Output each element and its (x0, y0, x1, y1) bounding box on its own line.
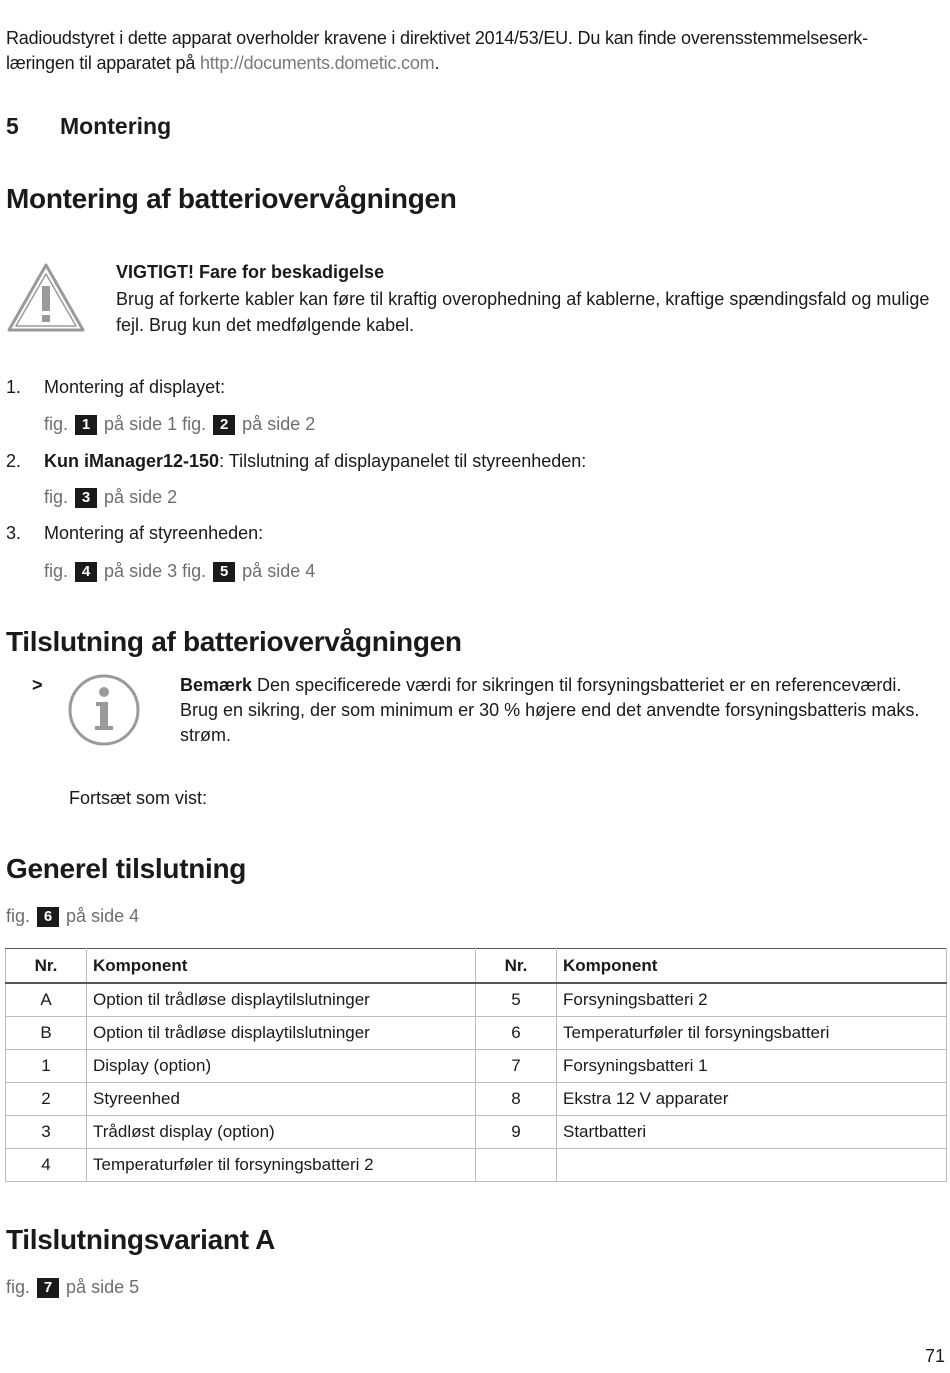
step-text: Montering af displayet: (44, 377, 226, 397)
section-title-montering: Montering af batteriovervågningen (6, 183, 457, 214)
table-cell: Temperaturføler til forsyningsbatteri 2 (87, 1149, 476, 1182)
table-cell: Forsyningsbatteri 2 (557, 983, 947, 1017)
fig-word: fig. (6, 906, 31, 926)
column-header-komponent: Komponent (87, 949, 476, 984)
component-table (5, 948, 947, 1182)
warning-title: VIGTIGT! Fare for beskadigelse (116, 262, 385, 282)
figure-reference (44, 561, 315, 582)
step-text (44, 451, 586, 472)
table-cell: 6 (476, 1017, 557, 1050)
table-cell (476, 1149, 557, 1182)
page-ref: på side 2 (104, 487, 178, 507)
continue-text: Fortsæt som vist: (69, 788, 208, 808)
step-number: 2. (6, 451, 22, 471)
chapter-heading (6, 113, 171, 140)
table-cell: 4 (6, 1149, 87, 1182)
chapter-title: Montering (60, 113, 172, 139)
step-text-rest: : Tilslutning af displaypanelet til styreenheden: (219, 451, 587, 471)
chapter-number: 5 (6, 113, 19, 139)
table-cell: 5 (476, 983, 557, 1017)
page-ref: på side 4 (66, 906, 140, 926)
table-cell: 1 (6, 1050, 87, 1083)
figure-reference (44, 414, 315, 435)
page-ref: på side 2 (242, 414, 316, 434)
fig-word: fig. (6, 1277, 31, 1297)
step-bold-text: Kun iManager12-150 (44, 451, 220, 471)
figure-reference (44, 487, 177, 508)
table-cell: Option til trådløse displaytilslutninger (87, 983, 476, 1017)
table-cell: B (6, 1017, 87, 1050)
table-cell: Startbatteri (557, 1116, 947, 1149)
figure-reference (6, 1277, 139, 1298)
table-cell: 7 (476, 1050, 557, 1083)
fig-word: fig. (44, 561, 69, 581)
fig-word: fig. (44, 487, 69, 507)
page-ref: på side 5 (66, 1277, 140, 1297)
intro-period: . (434, 53, 440, 73)
table-cell: 9 (476, 1116, 557, 1149)
note-arrow-icon: > (32, 675, 43, 695)
intro-line2: læringen til apparatet på (6, 53, 200, 73)
table-cell: 8 (476, 1083, 557, 1116)
figure-number-box: 5 (213, 562, 235, 582)
figure-number-box: 7 (37, 1278, 59, 1298)
column-header-komponent: Komponent (557, 949, 947, 984)
table-cell: 3 (6, 1116, 87, 1149)
table-cell (557, 1149, 947, 1182)
table-header-row (6, 949, 947, 984)
table-cell: Option til trådløse displaytilslutninger (87, 1017, 476, 1050)
figure-reference (6, 906, 139, 927)
column-header-nr: Nr. (6, 949, 87, 984)
page-ref: på side 3 (104, 561, 178, 581)
section-title-tilslutning: Tilslutning af batteriovervågningen (6, 626, 462, 657)
section-title-generel: Generel tilslutning (6, 853, 247, 884)
table-cell: Trådløst display (option) (87, 1116, 476, 1149)
note-text (180, 673, 936, 748)
table-row (6, 1017, 947, 1050)
step-number: 1. (6, 377, 22, 397)
documents-link[interactable]: http://documents.dometic.com (199, 53, 435, 73)
table-cell: A (6, 983, 87, 1017)
table-cell: Forsyningsbatteri 1 (557, 1050, 947, 1083)
table-row (6, 1149, 947, 1182)
column-header-nr: Nr. (476, 949, 557, 984)
table-row (6, 983, 947, 1017)
step-text: Montering af styreenheden: (44, 523, 264, 543)
table-row (6, 1050, 947, 1083)
table-row (6, 1116, 947, 1149)
table-row (6, 1083, 947, 1116)
note-label: Bemærk (180, 675, 253, 695)
figure-number-box: 1 (75, 415, 97, 435)
warning-triangle-icon (6, 262, 86, 334)
fig-word: fig. (182, 561, 207, 581)
page-ref: på side 1 (104, 414, 178, 434)
table-cell: 2 (6, 1083, 87, 1116)
fig-word: fig. (182, 414, 207, 434)
table-cell: Ekstra 12 V apparater (557, 1083, 947, 1116)
step-number: 3. (6, 523, 22, 543)
warning-text: Brug af forkerte kabler kan føre til kraftig overophedning af kablerne, kraftige spændingsfald og mulige fejl. Brug kun det medfølgende kabel. (116, 289, 930, 335)
section-title-variant-a: Tilslutningsvariant A (6, 1224, 276, 1255)
figure-number-box: 4 (75, 562, 97, 582)
figure-number-box: 2 (213, 415, 235, 435)
table-cell: Styreenhed (87, 1083, 476, 1116)
figure-number-box: 3 (75, 488, 97, 508)
intro-paragraph (6, 26, 946, 76)
fig-word: fig. (44, 414, 69, 434)
table-cell: Temperaturføler til forsyningsbatteri (557, 1017, 947, 1050)
info-icon (66, 672, 142, 748)
page-number: 71 (924, 1346, 945, 1366)
note-body: Den specificerede værdi for sikringen til forsyningsbatteriet er en referenceværdi. Brug en sikring, der som minimum er 30 % højere end det anvendte forsyningsbatteris maks. strøm. (180, 675, 920, 745)
page-ref: på side 4 (242, 561, 316, 581)
intro-line1: Radioudstyret i dette apparat overholder kravene i direktivet 2014/53/EU. Du kan finde overensstemmelseserk- (6, 28, 868, 48)
table-cell: Display (option) (87, 1050, 476, 1083)
figure-number-box: 6 (37, 907, 59, 927)
